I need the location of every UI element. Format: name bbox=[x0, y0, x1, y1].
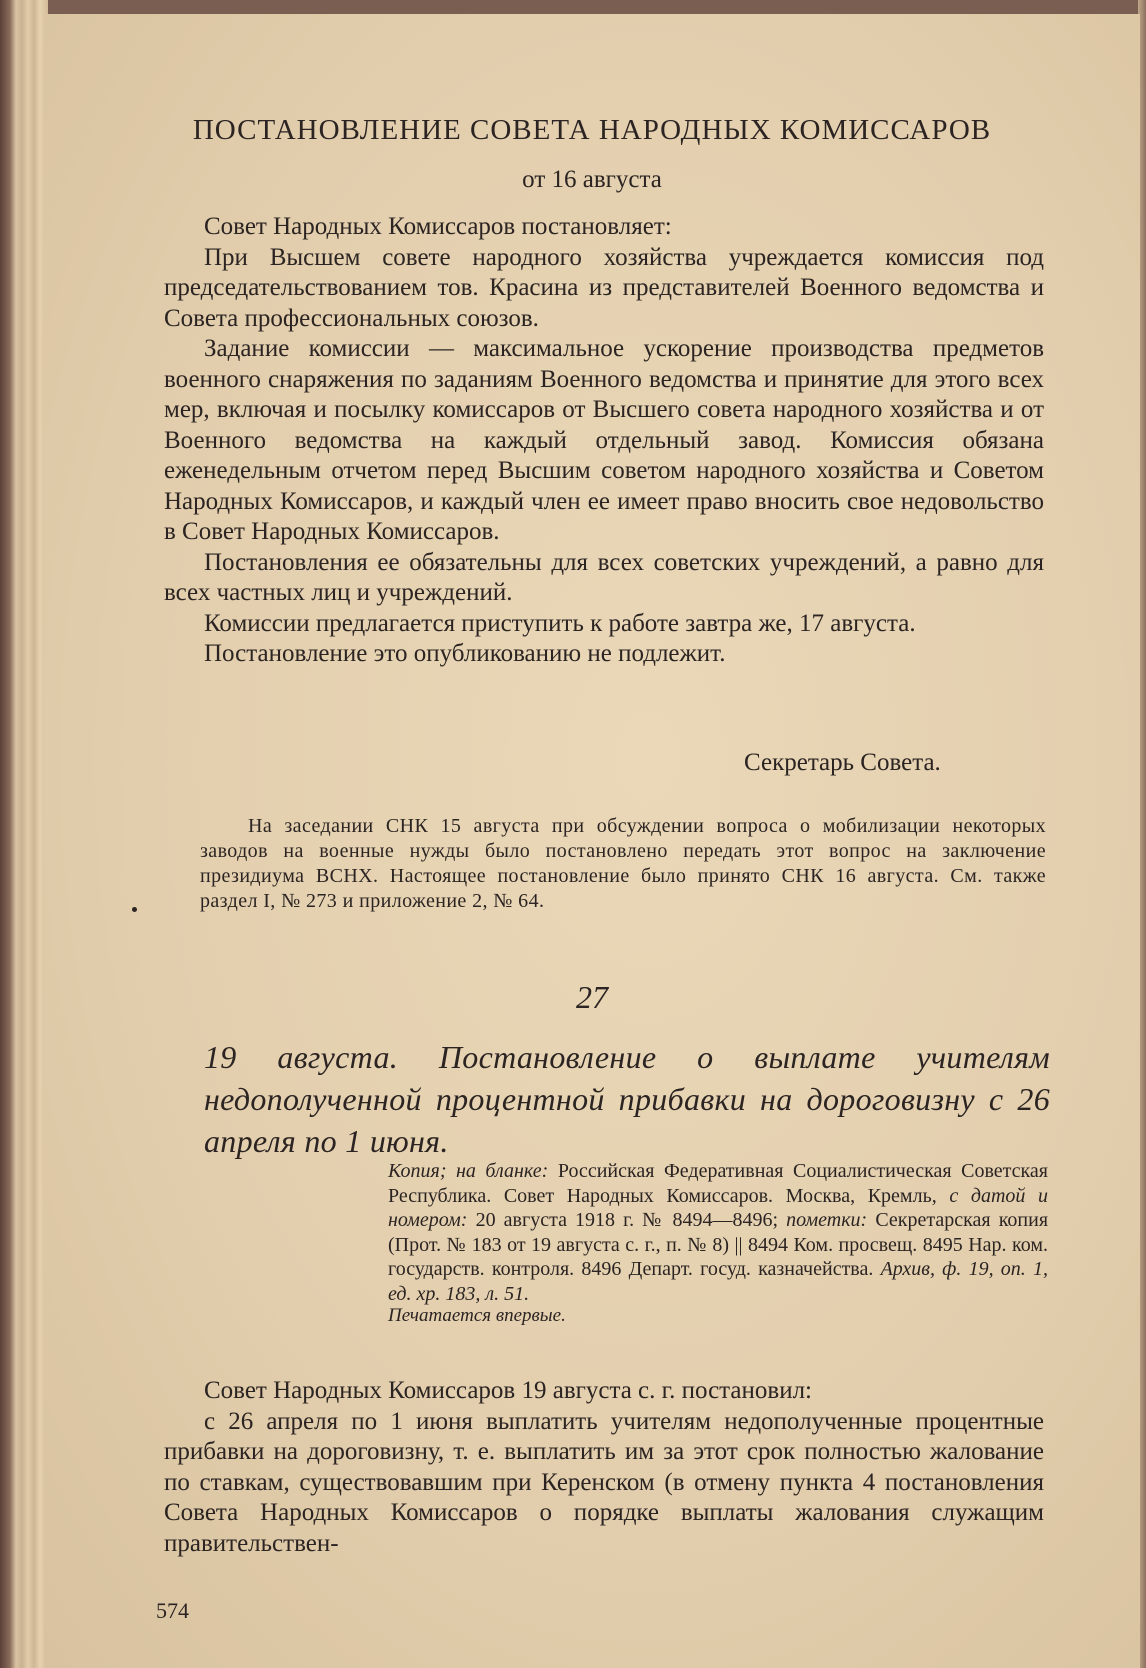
decree-paragraph: При Высшем совете народного хозяйства учреждается комиссия под председательствованием тов. Красина из представителей Военного ведомства и Совета профессиональных союзов. bbox=[164, 243, 1044, 332]
decree-paragraph: Задание комиссии — максимальное ускорение производства предметов военного снаряжения по заданиям Военного ведомства и принятие для этого всех мер, включая и посылку комиссаров от Высшего совета народного хозяйства и от Военного ведомства на каждый отдельный завод. Комиссия обязана еженедельным отчетом перед Высшим советом народного хозяйства и Советом Народных Комиссаров, и каждый член ее имеет право вносить свое недовольство в Совет Народных Комиссаров. bbox=[164, 335, 1044, 545]
note-text: На заседании СНК 15 августа при обсуждении вопроса о мобилизации некоторых заводов на военные нужды было постановлено передать этот вопрос на заключение президиума ВСНХ. Настоящее постановление было принято СНК 16 августа. См. также раздел I, № 273 и приложение 2, № 64. bbox=[200, 815, 1046, 912]
label-marks: пометки: bbox=[786, 1209, 868, 1231]
source-blank: Российская Федеративная Социалистическая Советская Республика. Совет Народных Комиссаров. Москва, Кремль, bbox=[388, 1160, 1049, 1207]
decree-paragraph: Постановление это опубликованию не подлежит. bbox=[204, 640, 726, 667]
decree-paragraph: Постановления ее обязательны для всех советских учреждений, а равно для всех частных лиц и учреждений. bbox=[164, 548, 1044, 606]
document-number: 27 bbox=[576, 979, 608, 1015]
decree2-paragraph: Совет Народных Комиссаров 19 августа с. г. постановил: bbox=[204, 1377, 812, 1404]
decree-paragraph: Совет Народных Комиссаров постановляет: bbox=[204, 213, 672, 240]
decree-title: ПОСТАНОВЛЕНИЕ СОВЕТА НАРОДНЫХ КОМИССАРОВ bbox=[192, 114, 992, 146]
decree2-paragraph: с 26 апреля по 1 июня выплатить учителям недополученные процентные прибавки на дороговизну, т. е. выплатить им за этот срок полностью жалование по ставкам, существовавшим при Керенском (в отмену пункта 4 постановления Совета Народных Комиссаров о порядке выплаты жалования служащим правительствен- bbox=[164, 1407, 1044, 1557]
label-dated: с датой и номером: bbox=[388, 1184, 1049, 1231]
decree-body bbox=[164, 212, 1044, 670]
label-copy: Копия; на бланке: bbox=[388, 1160, 549, 1182]
editorial-note bbox=[200, 814, 1046, 914]
source-dated: 20 августа 1918 г. № 8494—8496; bbox=[475, 1209, 779, 1231]
book-page bbox=[44, 14, 1140, 1668]
source-marks: Секретарская копия (Прот. № 183 от 19 августа с. г., п. № 8) || 8494 Ком. просвещ. 8495 Нар. ком. государств. контроля. 8496 Департ. госуд. казначейства. bbox=[388, 1209, 1049, 1280]
decree2-body bbox=[164, 1376, 1044, 1559]
signature: Секретарь Совета. bbox=[744, 749, 941, 776]
page-number: 574 bbox=[156, 1598, 189, 1623]
document-heading: 19 августа. Постановление о выплате учителям недополученной процентной прибавки на дороговизну с 26 апреля по 1 июня. bbox=[204, 1039, 1050, 1159]
book-binding bbox=[0, 0, 48, 1668]
decree-date: от 16 августа bbox=[522, 166, 662, 193]
margin-mark bbox=[132, 907, 137, 912]
source-description bbox=[388, 1159, 1048, 1306]
published-note: Печатается впервые. bbox=[388, 1305, 566, 1326]
source-archive: Архив, ф. 19, оп. 1, ед. хр. 183, л. 51. bbox=[388, 1258, 1049, 1305]
decree-paragraph: Комиссии предлагается приступить к работе завтра же, 17 августа. bbox=[204, 609, 916, 637]
